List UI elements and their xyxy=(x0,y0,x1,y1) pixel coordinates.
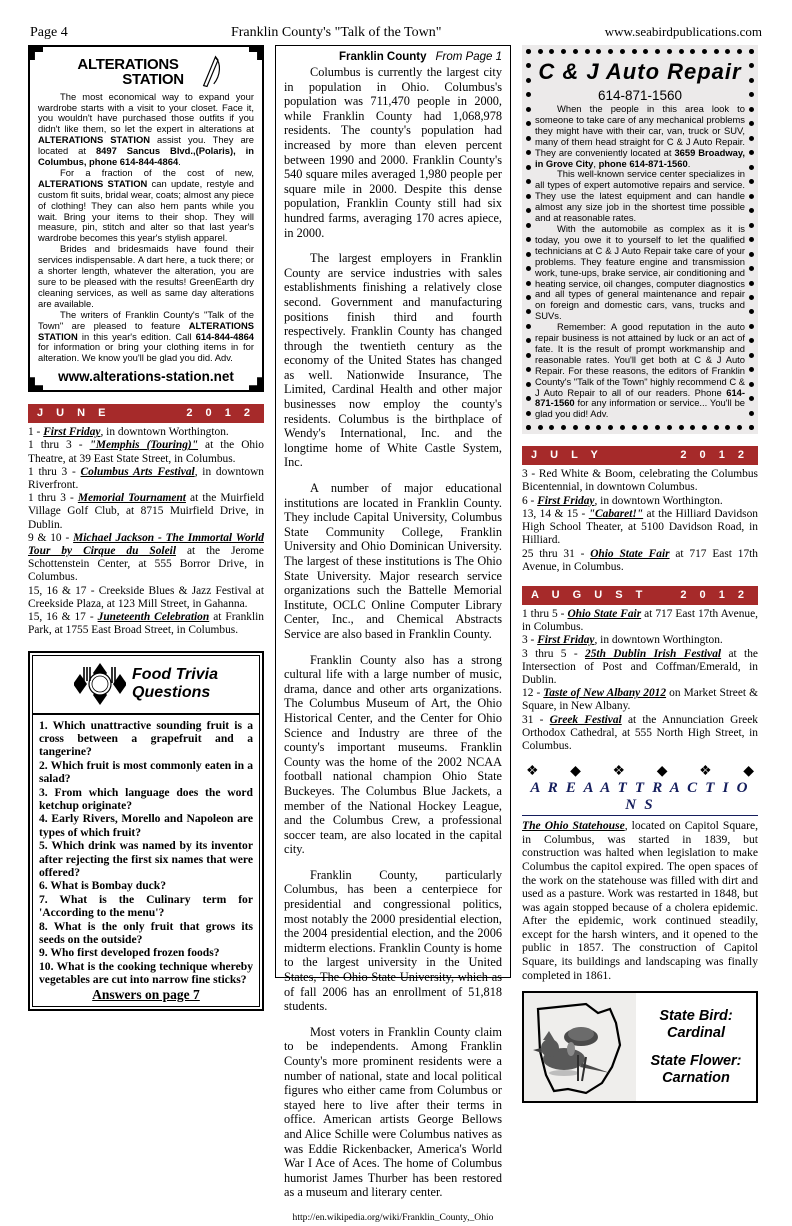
diamond-large-icon: ◆ xyxy=(743,764,754,780)
event-item: 1 thru 3 - Columbus Arts Festival, in downtown Riverfront. xyxy=(28,465,264,492)
event-item: 3 - Red White & Boom, celebrating the Columbus Bicentennial, in downtown Columbus. xyxy=(522,468,758,494)
diamond-divider xyxy=(522,763,758,780)
trivia-title-line2: Questions xyxy=(132,683,211,701)
month-banner-july xyxy=(522,446,758,465)
area-attractions-heading: A R E A A T T R A C T I O N S xyxy=(522,780,758,816)
needle-and-thread-icon xyxy=(190,55,224,89)
state-bird xyxy=(636,1008,756,1041)
article-paragraph: Most voters in Franklin County claim to be independents. Among Franklin County's more prominent residents were a number of national, state and local political figures who either came from Columbus or stayed here to live after their terms in office. American artists George Bellows and Alice Schille were Columbus natives as was Eddie Rickenbacker, America's World War I Ace of Aces. The home of Columbus humorist James Thurber has been restored as a museum and literary center. xyxy=(284,1024,502,1200)
month-label: A U G U S T xyxy=(531,588,648,601)
trivia-question: 4. Early Rivers, Morello and Napoleon are types of which fruit? xyxy=(39,812,253,839)
event-item: 31 - Greek Festival at the Annunciation Greek Orthodox Cathedral, at 555 North High Street, in Columbus. xyxy=(522,713,758,752)
alterations-station-ad[interactable] xyxy=(28,45,264,392)
trivia-question: 10. What is the cooking technique whereby vegetables are cut into narrow fine sticks? xyxy=(39,959,253,987)
trivia-title-line1: Food Trivia xyxy=(132,665,218,683)
alterations-ad-text xyxy=(38,92,254,365)
state-flower-label: State Flower: xyxy=(650,1053,742,1070)
alterations-logo xyxy=(38,57,254,88)
publisher-website[interactable]: www.seabirdpublications.com xyxy=(604,24,762,39)
trivia-question: 7. What is the Culinary term for 'According to the menu'? xyxy=(39,892,253,920)
attraction-description: , located on Capitol Square, in Columbus, was started in 1839, but construction was halted when legislation to make Columbus the capitol expired. The open spaces of the work on the statehouse was filled with dirt and used as a pasture. Work was restarted in 1848, but was again stopped because of a cholera epidemic. After the epidemic, work continued steadily, except for the harsh winters, and it opened to the public in 1857. The construction of Capitol Square, its buildings and landscaping was finally completed in 1861. xyxy=(522,819,758,982)
event-item: 1 - First Friday, in downtown Worthington. xyxy=(28,426,229,439)
event-item: 3 thru 5 - 25th Dublin Irish Festival at the Intersection of Post and Coffman/Emerald, in Dublin. xyxy=(522,647,758,686)
area-attractions-body xyxy=(522,819,758,982)
ad-paragraph: With the automobile as complex as it is today, you owe it to yourself to let the qualified technicians at C & J Auto Repair take care of your problems. They feature engine and transmission work, tune-ups, brake service, air conditioning and heating service, oil changes, computer diagnostics and all types of general maintenance and repair on foreign and domestic cars, vans, trucks and SUVs. xyxy=(535,222,745,322)
article-headline: Franklin County xyxy=(338,51,427,63)
year-label: 2 0 1 2 xyxy=(680,588,749,601)
state-flower-value: Carnation xyxy=(662,1069,730,1086)
cj-ad-text xyxy=(535,104,745,420)
trivia-question: 3. From which language does the word ketchup originate? xyxy=(39,785,253,812)
july-events-list xyxy=(522,468,758,574)
article-continuation: From Page 1 xyxy=(435,51,502,63)
trivia-question: 8. What is the only fruit that grows its seeds on the outside? xyxy=(39,919,253,946)
food-trivia-box xyxy=(28,651,264,1012)
dot-border-right xyxy=(749,49,754,430)
ohio-map-cardinal-carnation-icon xyxy=(524,993,636,1101)
dot-border-left xyxy=(526,49,531,430)
article-header xyxy=(284,51,502,65)
trivia-question: 5. Which drink was named by its inventor after rejecting the first six names that were offered? xyxy=(39,839,253,879)
publication-title: Franklin County's "Talk of the Town" xyxy=(230,25,442,40)
ad-paragraph: This well-known service center specializes in all types of expert automotive repairs and service. They use the latest equipment and can handle almost any size job in the shortest time possible and at reasonable rates. xyxy=(535,168,745,224)
ad-paragraph: Brides and bridesmaids have found their services indispensable. A dart here, a tuck there; or a shorter length, whatever the alteration, you are sure to be pleased with the results! GreenEarth dry cleaning services, as well as same day alterations are available. xyxy=(38,243,254,309)
june-events-list xyxy=(28,426,264,637)
right-column xyxy=(522,45,758,1086)
cj-ad-phone[interactable]: 614-871-1560 xyxy=(597,88,683,103)
month-banner-june xyxy=(28,404,264,423)
franklin-county-article xyxy=(275,45,511,1223)
dot-border-bottom xyxy=(526,425,754,430)
august-events-list xyxy=(522,608,758,753)
plate-and-cutlery-icon xyxy=(74,661,126,707)
state-bird-value: Cardinal xyxy=(666,1024,725,1041)
food-trivia-header xyxy=(33,656,259,715)
month-label: J U N E xyxy=(37,407,111,420)
article-paragraph: A number of major educational institutions are located in Franklin County. They include Capital University, Columbus State Community College, Franklin University and Ohio Dominican University. The largest of these institutions is The Ohio State University. Major research service organizations such the Battelle Memorial Institute, OCLC Online Computer Library Center, Inc., and Chemical Abstracts Service are also based in Franklin County. xyxy=(284,481,502,641)
event-item: 6 - First Friday, in downtown Worthington. xyxy=(522,494,723,507)
state-bird-label: State Bird: xyxy=(659,1008,733,1025)
alterations-logo-line1: ALTERATIONS xyxy=(77,56,179,73)
food-trivia-title xyxy=(132,666,218,702)
diamond-large-icon: ◆ xyxy=(656,764,668,780)
trivia-question: 2. Which fruit is most commonly eaten in a salad? xyxy=(39,758,253,786)
middle-column xyxy=(275,45,511,1223)
article-paragraph: Columbus is currently the largest city in population in Ohio. Columbus's population was 711,470 people in 2000, while Franklin County had 1,068,978 residents. The county's population had increased by more than eleven percent between 1990 and 2000. Franklin County's 540 square miles averaged 1,980 people per square mile in 2000. Despite this dense population, Franklin County still had six hundred farms, averaging 170 acres apiece, in 2000. xyxy=(284,65,502,240)
alterations-website[interactable]: www.alterations-station.net xyxy=(58,369,234,385)
article-source-url[interactable]: http://en.wikipedia.org/wiki/Franklin_County,_Ohio xyxy=(292,1211,494,1223)
event-item: 3 - First Friday, in downtown Worthington. xyxy=(522,634,723,647)
ad-paragraph: Remember: A good reputation in the auto repair business is not attained by luck or an act of fate. It is the result of prompt workmanship and reasonable rates. You'll get both at C & J Auto Repair. For these reasons, the editors of Franklin County's "Talk of the Town" highly recommend C & J Auto Repair to all of our readers. Phone 614-871-1560 for any information or service... You'll be glad you did! Adv. xyxy=(535,321,745,420)
trivia-question: 9. Who first developed frozen foods? xyxy=(39,946,220,960)
food-trivia-questions xyxy=(33,715,259,1007)
ad-paragraph: The writers of Franklin County's "Talk of the Town" are pleased to feature ALTERATIONS STATION in this year's edition. Call 614-844-4864 for information or bring your clothing items in for alteration. We know you'll be glad you did. Adv. xyxy=(38,308,254,364)
cj-ad-title: C & J Auto Repair xyxy=(538,59,742,84)
event-item: 12 - Taste of New Albany 2012 on Market Street & Square, in New Albany. xyxy=(522,687,758,713)
masthead xyxy=(28,24,764,45)
trivia-answers-note: Answers on page 7 xyxy=(92,986,200,1002)
event-item: 15, 16 & 17 - Creekside Blues & Jazz Festival at Creekside Plaza, at 123 Mill Street, in Gahanna. xyxy=(28,584,264,610)
diamond-small-icon: ❖ xyxy=(612,764,626,780)
year-label: 2 0 1 2 xyxy=(186,407,255,420)
alterations-logo-line2: STATION xyxy=(122,71,184,89)
event-item: 1 thru 5 - Ohio State Fair at 717 East 17th Avenue, in Columbus. xyxy=(522,607,758,634)
ad-paragraph: The most economical way to expand your wardrobe starts with a visit to your closet. Face it, you wouldn't have purchased those outfits if you didn't like them, so let the expert in alterations at ALTERATIONS STATION assist you. They are located at 8497 Sancus Blvd.,(Polaris), in Columbus, phone 614-844-4864. xyxy=(38,90,255,168)
year-label: 2 0 1 2 xyxy=(680,449,749,462)
trivia-question: 6. What is Bombay duck? xyxy=(39,879,167,893)
ad-paragraph: For a fraction of the cost of new, ALTERATIONS STATION can update, restyle and custom fit suits, bridal wear, coats; almost any piece of clothing! They can also hem pants while you wait. Bring your items to their shop. They will measure, pin, stitch and alter so that last year's wardrobe becomes this year's stylish apparel. xyxy=(38,166,255,244)
event-item: 15, 16 & 17 - Juneteenth Celebration at Franklin Park, at 1755 East Broad Street, in Columbus. xyxy=(28,611,264,637)
event-item: 1 thru 3 - "Memphis (Touring)" at the Ohio Theatre, at 39 East State Street, in Columbus. xyxy=(28,439,264,465)
ad-paragraph: When the people in this area look to someone to take care of any mechanical problems they might have with their car, van, truck or SUV, many of them head straight for C & J Auto Repair. They are conveniently located at 3659 Broadway, in Grove City, phone 614-871-1560. xyxy=(535,103,745,169)
dot-border-top xyxy=(526,49,754,54)
state-flower xyxy=(636,1053,756,1086)
event-item: 1 thru 3 - Memorial Tournament at the Muirfield Village Golf Club, at 8715 Muirfield Drive, in Dublin. xyxy=(28,492,264,531)
page-number: Page 4 xyxy=(30,25,68,40)
article-paragraph: Franklin County also has a strong cultural life with a large number of music, drama, dance and other arts organizations. The Columbus Museum of Art, the Ohio Historical Center, and the Center for Ohio Science and Industry are three of the county's important museums. Franklin County was the home of the 2002 NCAA football national champion Ohio State Buckeyes. The Columbus Blue Jackets, a member of the National Hockey League, and the Columbus Crew, a professional soccer team, are also located in the capital city. xyxy=(284,652,502,857)
event-item: 25 thru 31 - Ohio State Fair at 717 East 17th Avenue, in Columbus. xyxy=(522,547,758,573)
state-symbols-box xyxy=(522,991,758,1103)
event-item: 13, 14 & 15 - "Cabaret!" at the Hilliard Davidson High School Theater, at 5100 Davidson Road, in Hilliard. xyxy=(522,507,758,547)
page-columns xyxy=(28,45,764,1223)
state-symbols-text xyxy=(636,993,756,1101)
trivia-question: 1. Which unattractive sounding fruit is a cross between a grapefruit and a tangerine? xyxy=(39,718,253,759)
month-label: J U L Y xyxy=(531,449,603,462)
diamond-small-icon: ❖ xyxy=(526,764,539,780)
event-item: 9 & 10 - Michael Jackson - The Immortal World Tour by Cirque du Soleil at the Jerome Schottenstein Center, at 555 Borror Drive, in Columbus. xyxy=(28,531,264,584)
left-column xyxy=(28,45,264,1002)
diamond-small-icon: ❖ xyxy=(699,764,712,780)
diamond-large-icon: ◆ xyxy=(570,764,581,780)
cj-auto-repair-ad[interactable] xyxy=(522,45,758,434)
month-banner-august xyxy=(522,586,758,605)
article-paragraph: Franklin County, particularly Columbus, has been a centerpiece for presidential and congressional politics, most notably the 2000 presidential election, the 2004 presidential election, and the 2006 midterm elections. Franklin County is home to the largest university in the United States, The Ohio State University, which as of fall 2006 has an enrollment of 51,818 students. xyxy=(284,867,502,1014)
attraction-name: The Ohio Statehouse xyxy=(522,819,625,833)
food-trivia-inner xyxy=(32,655,260,1008)
article-paragraph: The largest employers in Franklin County are service industries with sales establishments finishing a relatively close second. Government and manufacturing positions finish third and fourth respectively. Franklin County has changed through the twentieth century as the economy of the United States has changed as well. Nationwide Insurance, The Limited, Cardinal Health and other major businesses now employ the county's residents. Columbus is the birthplace of Wendy's International, Inc. and the longtime home of White Castle System, Inc. xyxy=(284,251,502,470)
